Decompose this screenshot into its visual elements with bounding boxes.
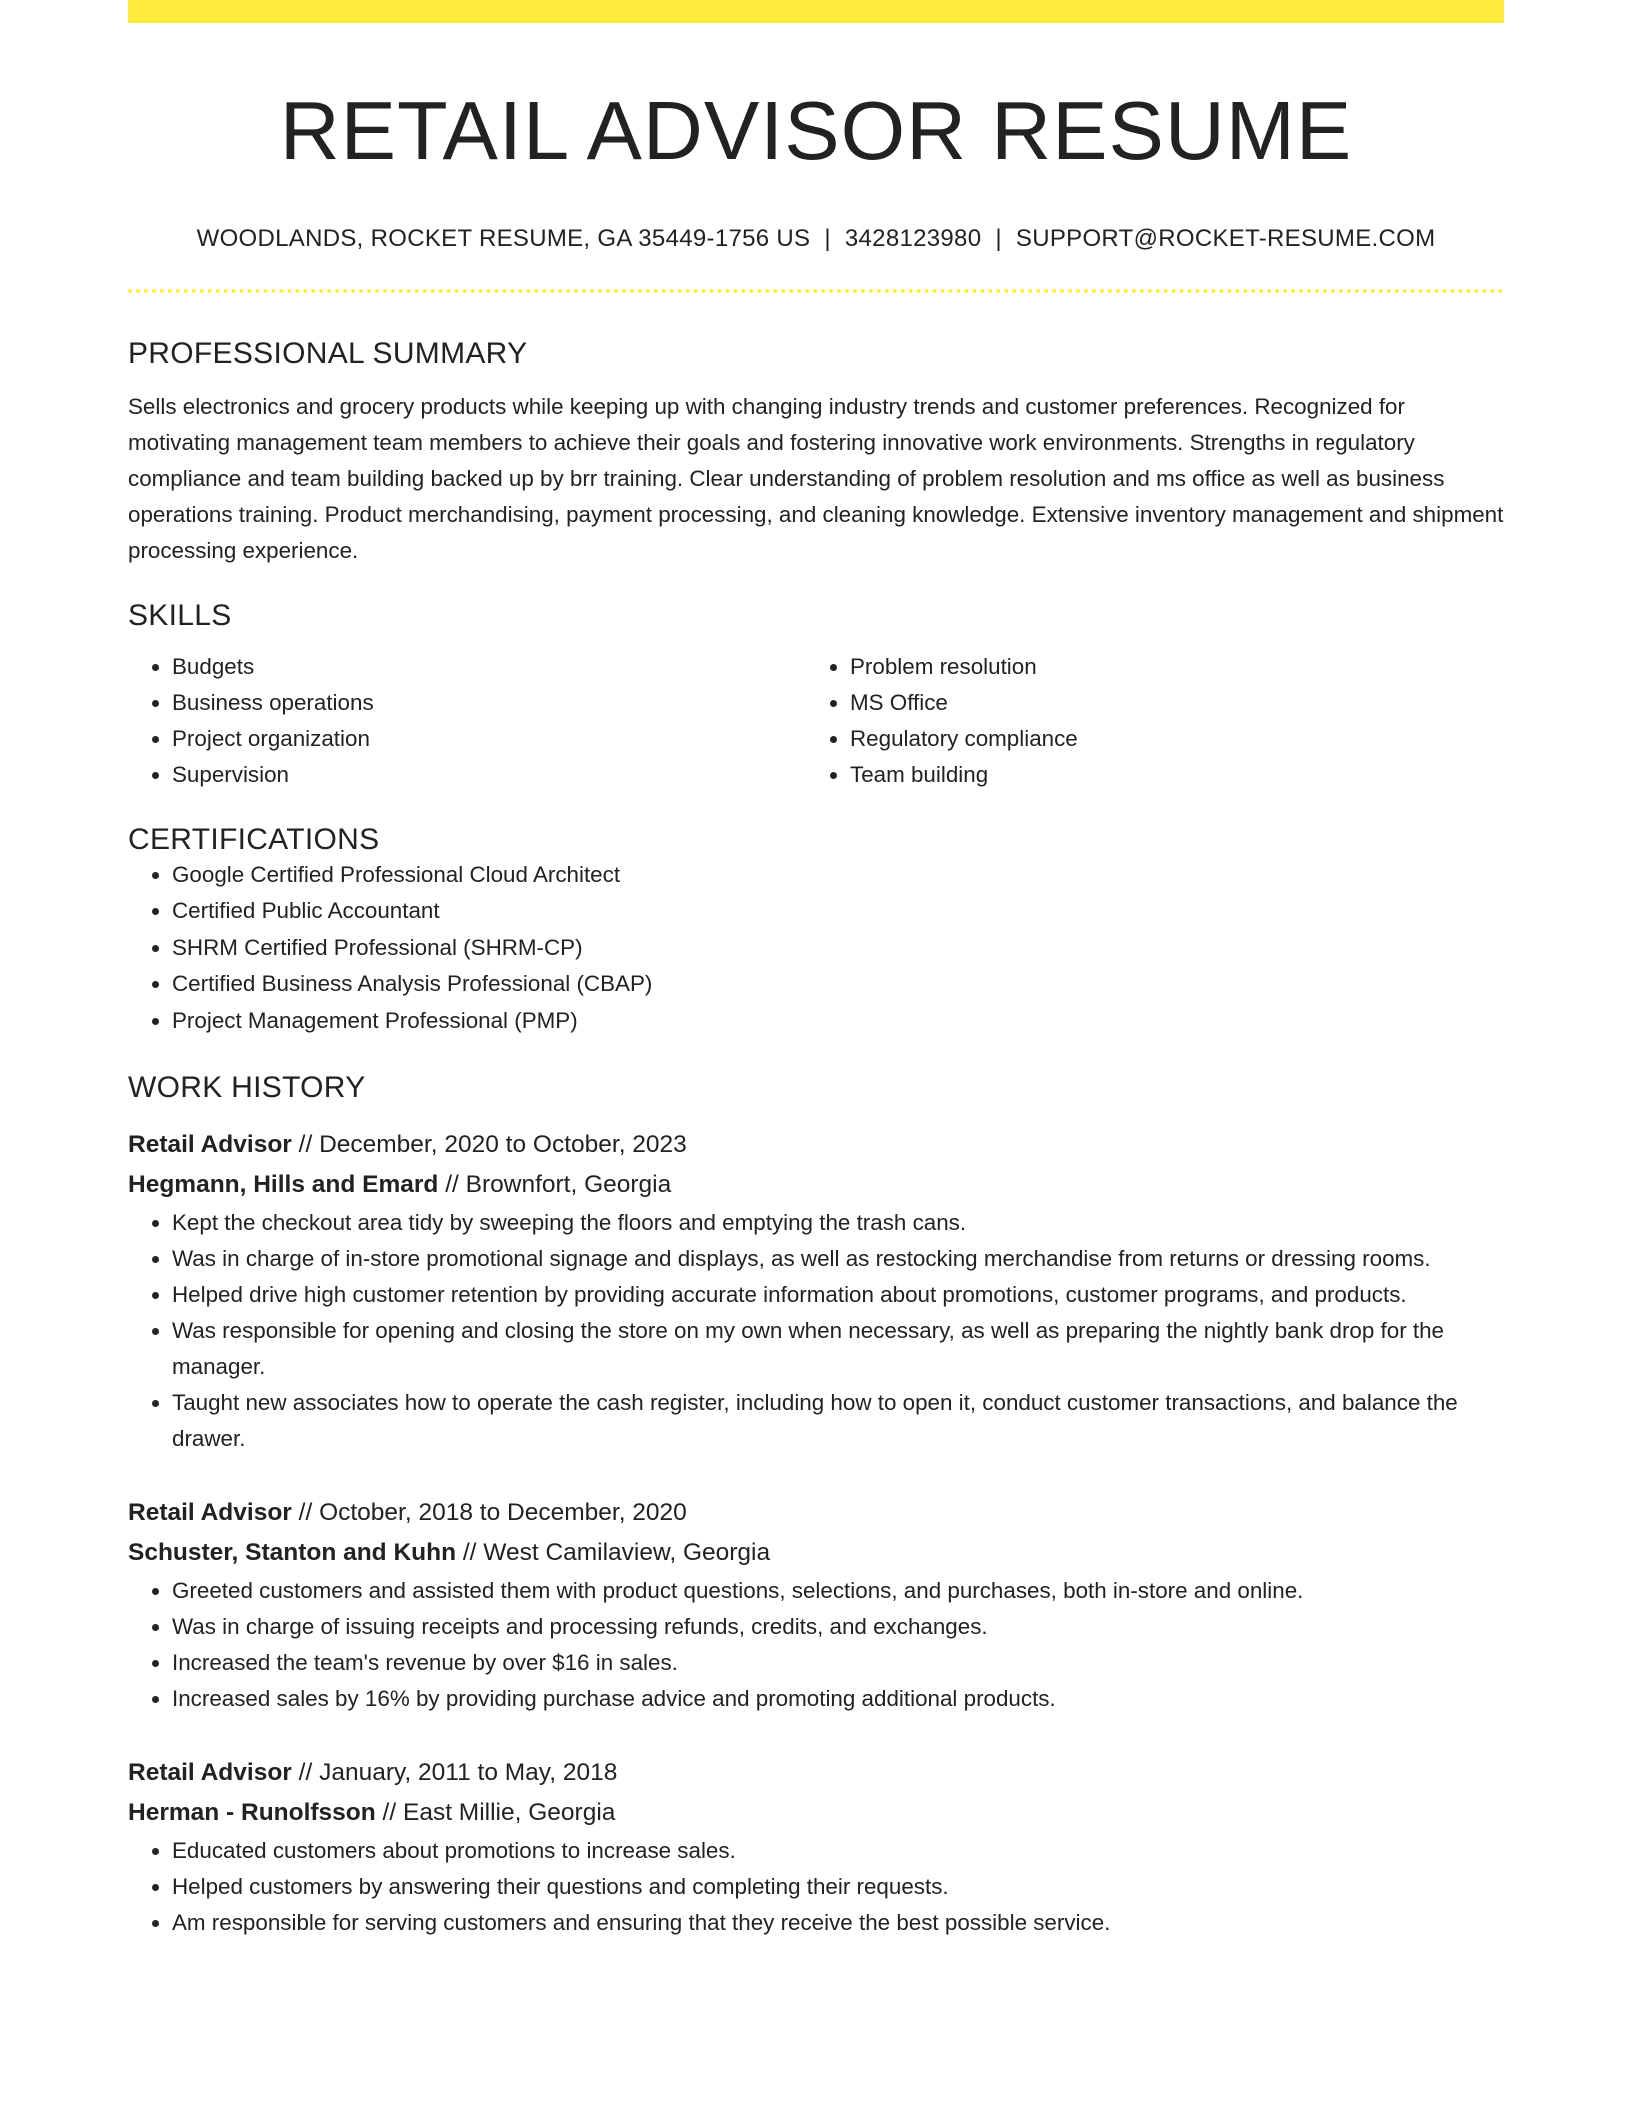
job-entry	[128, 1493, 1504, 1717]
job-dates: // December, 2020 to October, 2023	[291, 1131, 687, 1159]
job-bullet: • Educated customers about promotions to increase sales.	[172, 1833, 1504, 1869]
email: SUPPORT@ROCKET-RESUME.COM	[1015, 224, 1436, 252]
job-company-line	[128, 1165, 1504, 1205]
summary-text: Sells electronics and grocery products while keeping up with changing industry trends and customer preferences. Recognized for motivating management team members to achieve their goals and fostering innovative work environments. Strengths in regulatory compliance and team building backed up by brr training. Clear understanding of problem resolution and ms office as well as business operations training. Product merchandising, payment processing, and cleaning knowledge. Extensive inventory management and shipment processing experience.	[128, 393, 1504, 563]
certification-item: • Project Management Professional (PMP)	[172, 1003, 1504, 1040]
summary-heading: PROFESSIONAL SUMMARY	[128, 336, 528, 370]
job-entry	[128, 1125, 1504, 1457]
job-bullet: • Increased the team's revenue by over $16 in sales.	[172, 1645, 1504, 1681]
job-bullet: • Was in charge of issuing receipts and processing refunds, credits, and exchanges.	[172, 1609, 1504, 1645]
skills-list-left	[128, 649, 806, 793]
skill-item: • Team building	[850, 757, 1484, 793]
job-bullet: • Kept the checkout area tidy by sweeping the floors and emptying the trash cans.	[172, 1205, 1504, 1241]
separator: |	[824, 224, 831, 252]
job-entry	[128, 1753, 1504, 1941]
job-bullets	[128, 1833, 1504, 1941]
contact-line	[128, 225, 1504, 253]
job-company: Herman - Runolfsson	[128, 1799, 376, 1827]
job-dates: // January, 2011 to May, 2018	[291, 1759, 618, 1787]
skill-item: • Regulatory compliance	[850, 721, 1484, 757]
skill-item: • Supervision	[172, 757, 806, 793]
job-title: Retail Advisor	[128, 1759, 292, 1787]
job-dates: // October, 2018 to December, 2020	[291, 1499, 687, 1527]
certification-item: • Certified Business Analysis Professional (CBAP)	[172, 966, 1504, 1003]
skills-heading: SKILLS	[128, 598, 232, 632]
skill-item: • Budgets	[172, 649, 806, 685]
certification-item: • Google Certified Professional Cloud Architect	[172, 857, 1504, 894]
certifications-heading: CERTIFICATIONS	[128, 822, 380, 856]
job-location: // West Camilaview, Georgia	[456, 1539, 771, 1567]
job-title-line	[128, 1493, 1504, 1533]
job-bullets	[128, 1205, 1504, 1457]
resume-title: RETAIL ADVISOR RESUME	[279, 84, 1353, 177]
address: WOODLANDS, ROCKET RESUME, GA 35449-1756 US	[196, 224, 811, 252]
job-bullet: • Was responsible for opening and closing the store on my own when necessary, as well as preparing the nightly bank drop for the manager.	[172, 1313, 1504, 1385]
job-location: // East Millie, Georgia	[375, 1799, 616, 1827]
job-bullet: • Am responsible for serving customers and ensuring that they receive the best possible service.	[172, 1905, 1504, 1941]
certification-item: • Certified Public Accountant	[172, 893, 1504, 930]
job-location: // Brownfort, Georgia	[438, 1171, 672, 1199]
job-bullet: • Increased sales by 16% by providing purchase advice and promoting additional products.	[172, 1681, 1504, 1717]
dotted-divider	[128, 289, 1504, 293]
certification-item: • SHRM Certified Professional (SHRM-CP)	[172, 930, 1504, 967]
job-company: Schuster, Stanton and Kuhn	[128, 1539, 457, 1567]
job-title-line	[128, 1753, 1504, 1793]
skill-item: • Project organization	[172, 721, 806, 757]
job-bullet: • Taught new associates how to operate the cash register, including how to open it, conduct customer transactions, and balance the drawer.	[172, 1385, 1504, 1457]
skill-item: • MS Office	[850, 685, 1484, 721]
job-title: Retail Advisor	[128, 1499, 292, 1527]
job-bullet: • Helped customers by answering their questions and completing their requests.	[172, 1869, 1504, 1905]
certifications-list	[128, 857, 1504, 1040]
skills-grid	[128, 649, 1504, 793]
skill-item: • Business operations	[172, 685, 806, 721]
skills-list-right	[806, 649, 1484, 793]
skills-column-left	[128, 649, 806, 793]
job-bullet: • Was in charge of in-store promotional signage and displays, as well as restocking merchandise from returns or dressing rooms.	[172, 1241, 1504, 1277]
skill-item: • Problem resolution	[850, 649, 1484, 685]
job-title: Retail Advisor	[128, 1131, 292, 1159]
job-bullet: • Greeted customers and assisted them with product questions, selections, and purchases, both in-store and online.	[172, 1573, 1504, 1609]
job-company-line	[128, 1793, 1504, 1833]
separator: |	[995, 224, 1002, 252]
resume-page	[128, 0, 1504, 1941]
job-company: Hegmann, Hills and Emard	[128, 1171, 439, 1199]
job-company-line	[128, 1533, 1504, 1573]
job-title-line	[128, 1125, 1504, 1165]
accent-top-bar	[128, 0, 1504, 23]
skills-column-right	[806, 649, 1484, 793]
work-history-heading: WORK HISTORY	[128, 1071, 366, 1105]
phone: 3428123980	[844, 224, 982, 252]
job-bullet: • Helped drive high customer retention by providing accurate information about promotions, customer programs, and products.	[172, 1277, 1504, 1313]
job-bullets	[128, 1573, 1504, 1717]
